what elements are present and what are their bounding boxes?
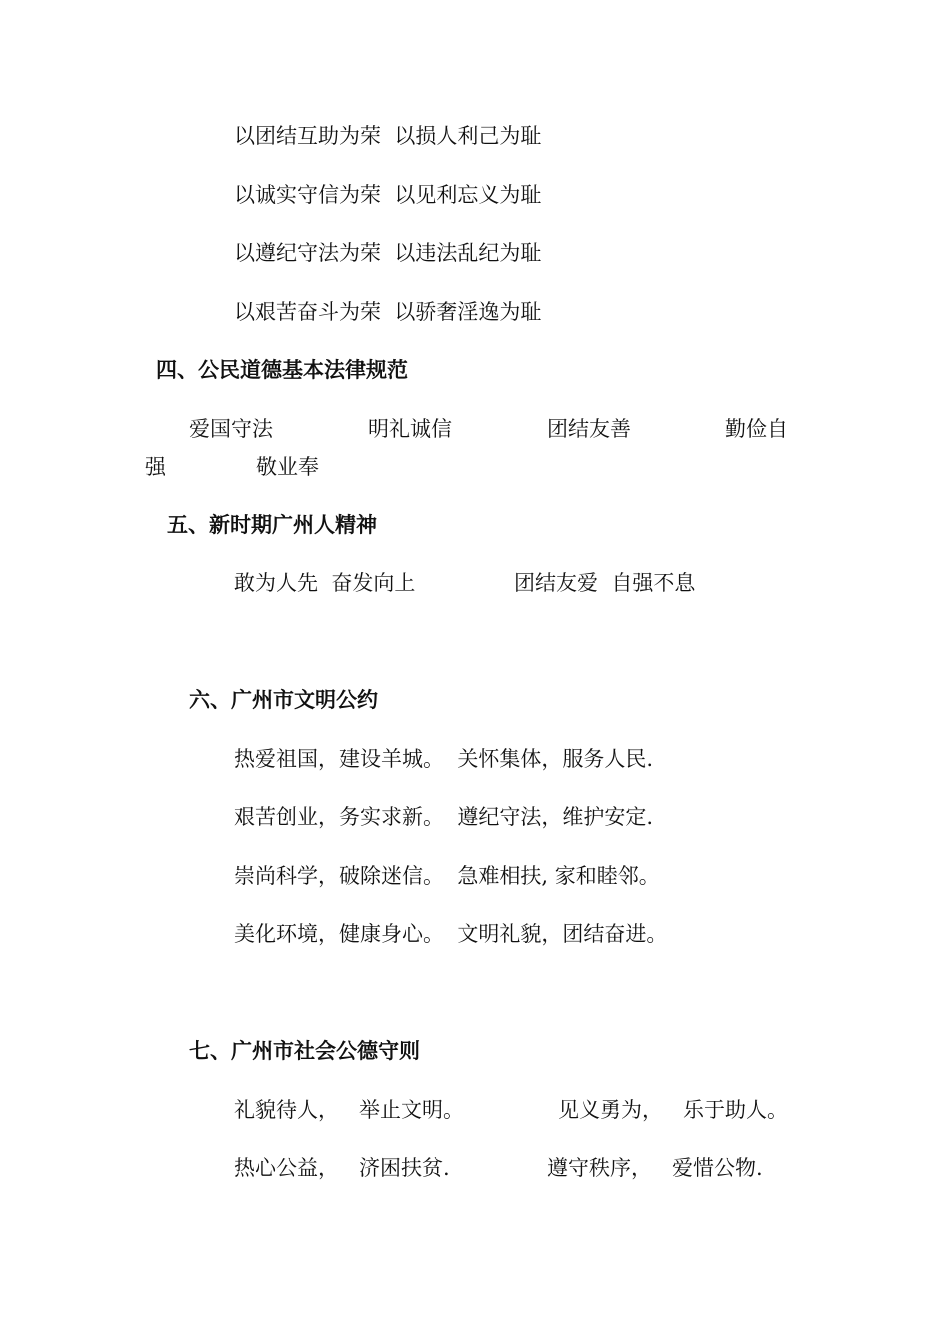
norm-item: 爱国守法	[189, 417, 273, 441]
norm-item: 敬业奉	[256, 455, 319, 479]
ethics-left: 礼貌待人， 举止文明。	[234, 1098, 465, 1122]
honor-line: 以诚实守信为荣 以见利忘义为耻	[234, 183, 542, 207]
norm-item: 勤俭自	[725, 417, 788, 441]
spirit-left: 敢为人先 奋发向上	[234, 571, 416, 595]
ethics-right: 遵守秩序， 爱惜公物.	[547, 1156, 763, 1180]
spirit-right: 团结友爱 自强不息	[514, 571, 696, 595]
norm-item: 明礼诚信	[368, 417, 452, 441]
honor-line: 以团结互助为荣 以损人利己为耻	[234, 124, 542, 148]
section-heading-4: 四、公民道德基本法律规范	[156, 358, 408, 382]
convention-line: 艰苦创业，务实求新。 遵纪守法，维护安定.	[234, 805, 654, 829]
section-heading-5: 五、新时期广州人精神	[167, 513, 377, 537]
convention-line: 崇尚科学，破除迷信。 急难相扶, 家和睦邻。	[234, 864, 660, 888]
honor-line: 以艰苦奋斗为荣 以骄奢淫逸为耻	[234, 300, 542, 324]
norm-item-continued: 强	[145, 455, 166, 479]
ethics-right: 见义勇为， 乐于助人。	[558, 1098, 789, 1122]
convention-line: 热爱祖国，建设羊城。 关怀集体，服务人民.	[234, 747, 654, 771]
section-heading-6: 六、广州市文明公约	[189, 688, 378, 712]
section-heading-7: 七、广州市社会公德守则	[189, 1039, 420, 1063]
honor-line: 以遵纪守法为荣 以违法乱纪为耻	[234, 241, 542, 265]
convention-line: 美化环境，健康身心。 文明礼貌，团结奋进。	[234, 922, 668, 946]
norm-item: 团结友善	[547, 417, 631, 441]
ethics-left: 热心公益， 济困扶贫.	[234, 1156, 450, 1180]
